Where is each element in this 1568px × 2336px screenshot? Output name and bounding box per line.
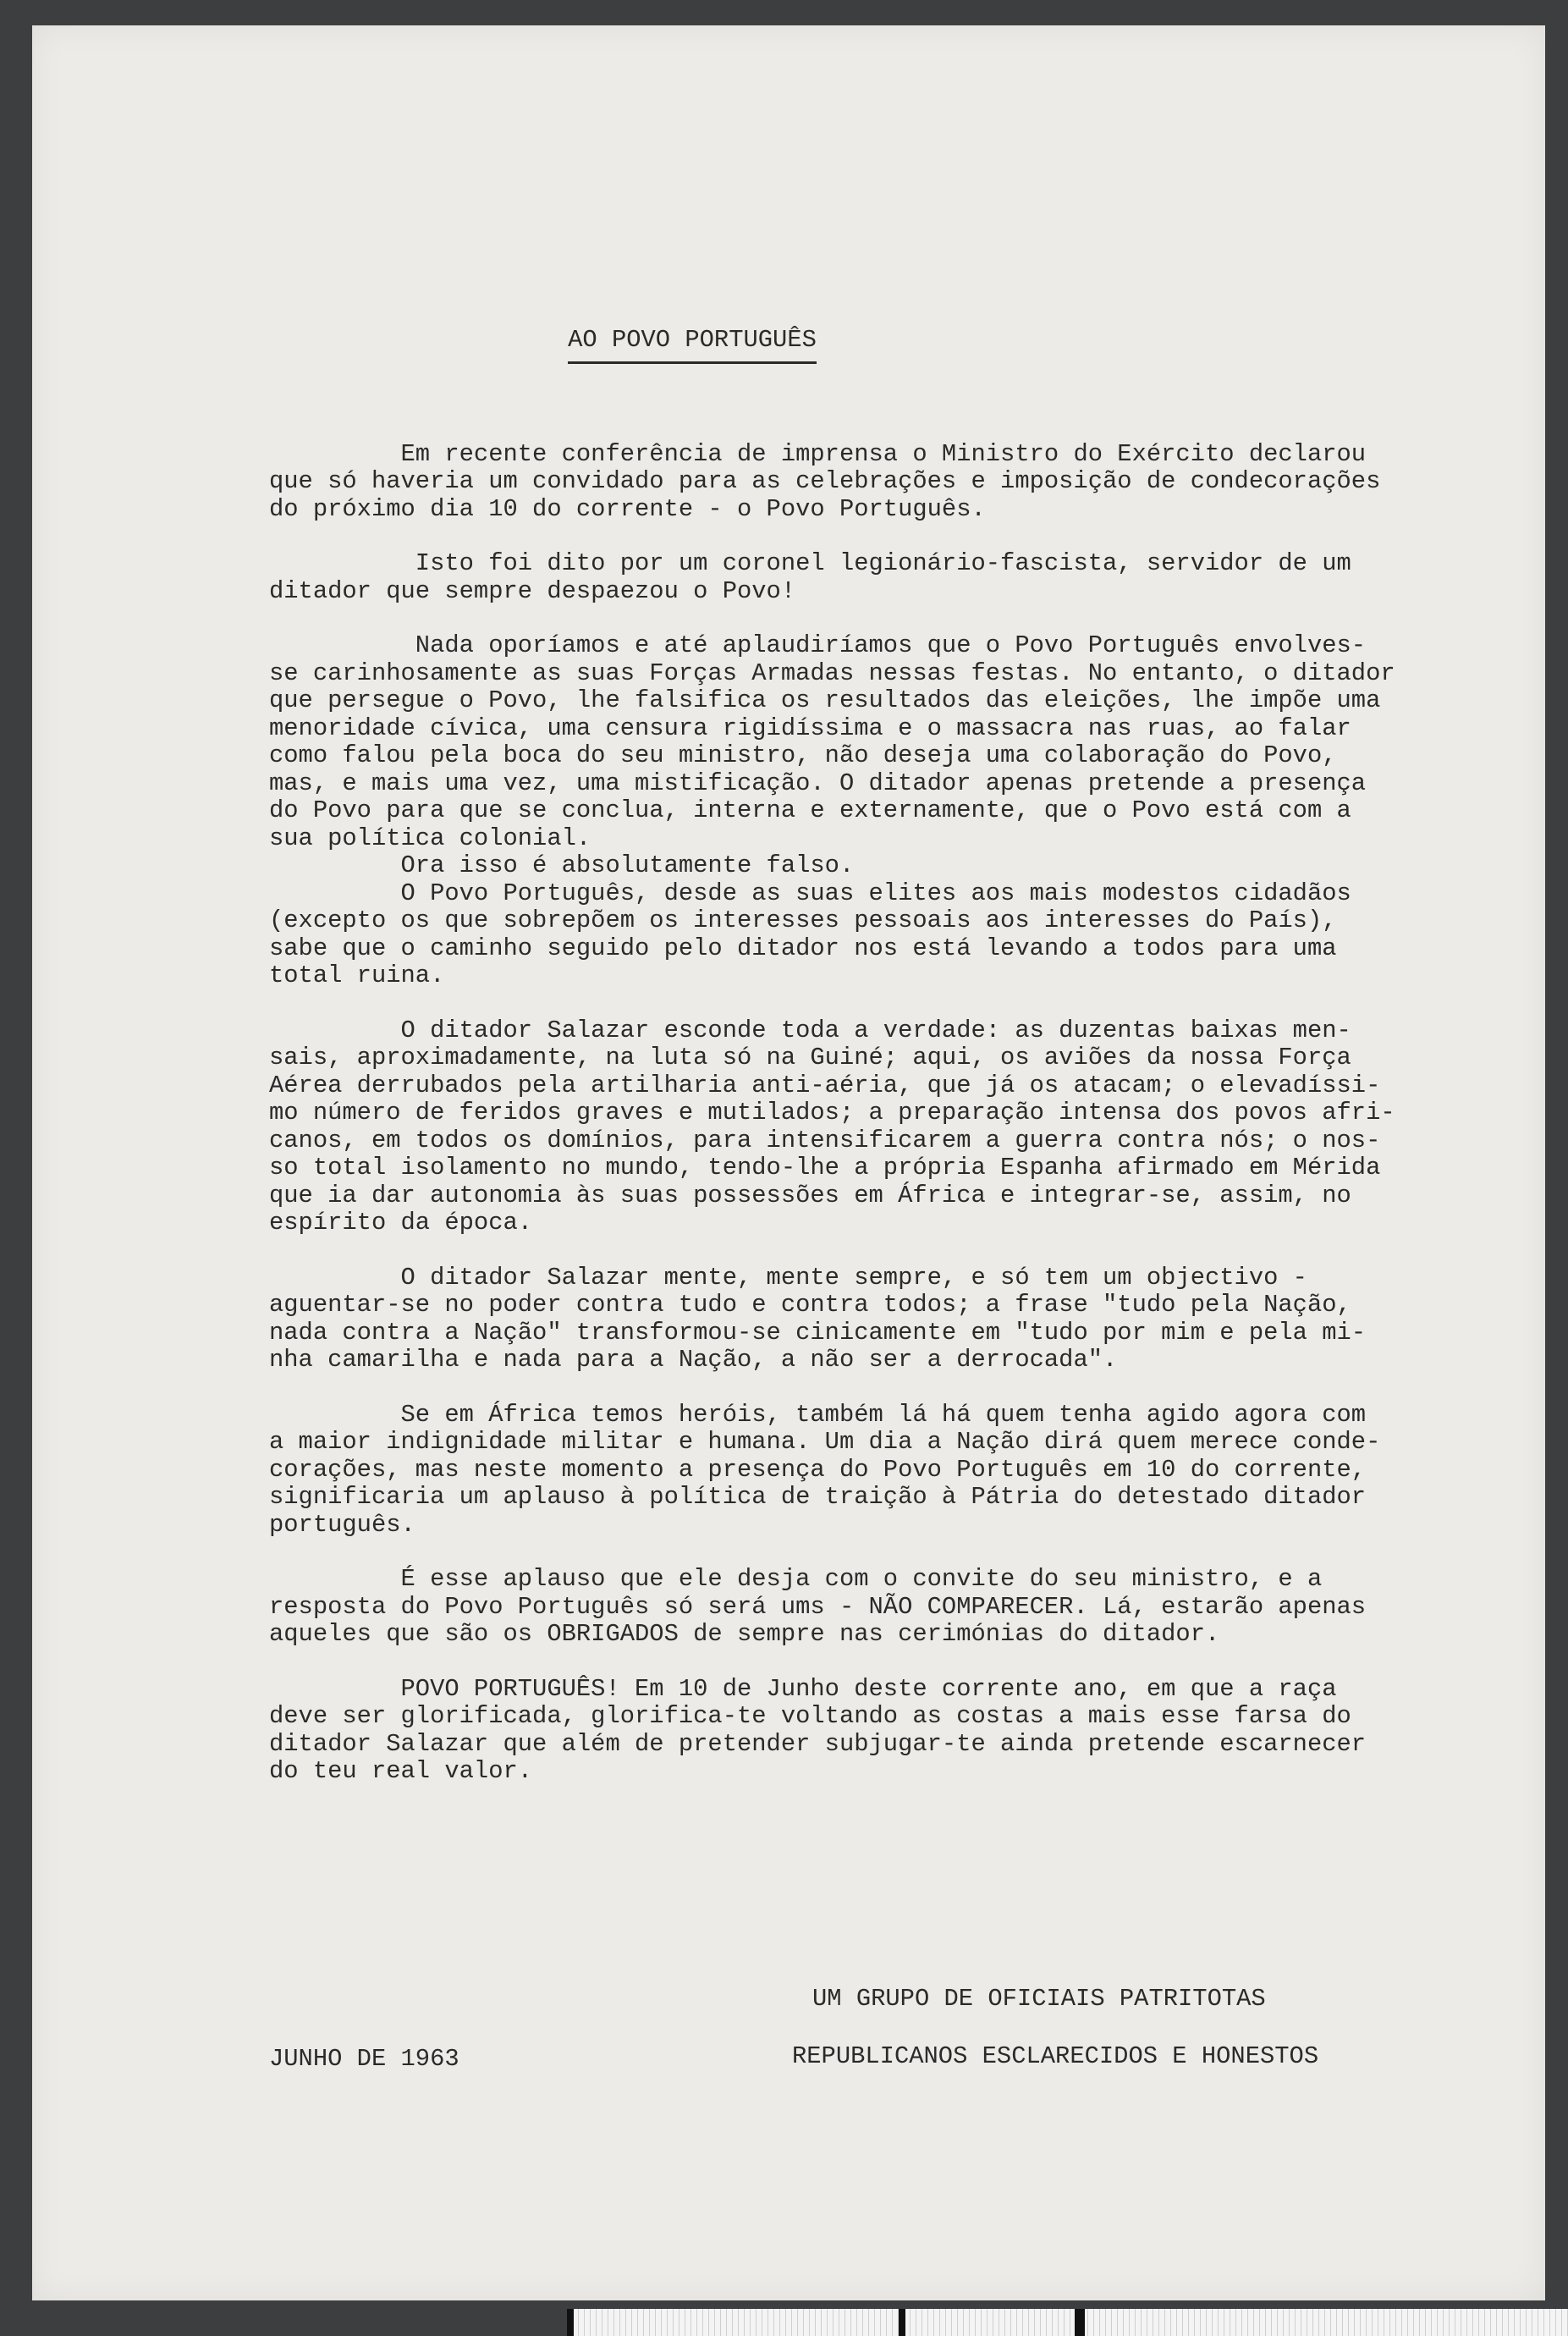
- text-line: ditador que sempre despaezou o Povo!: [269, 576, 796, 605]
- text-line: Em recente conferência de imprensa o Ministro do Exército declarou: [269, 439, 1367, 468]
- text-line: do teu real valor.: [269, 1757, 533, 1785]
- text-line: que persegue o Povo, lhe falsifica os resultados das eleições, lhe impõe uma: [269, 686, 1381, 714]
- title-text: AO POVO PORTUGUÊS: [568, 326, 817, 364]
- paragraph: [269, 550, 1437, 605]
- text-line: aguentar-se no poder contra tudo e contra todos; a frase "tudo pela Nação,: [269, 1291, 1351, 1319]
- ruler-mark: [899, 2309, 905, 2336]
- text-line: se carinhosamente as suas Forças Armadas nessas festas. No entanto, o ditador: [269, 658, 1395, 687]
- text-line: total ruina.: [269, 961, 445, 989]
- text-line: como falou pela boca do seu ministro, não deseja uma colaboração do Povo,: [269, 741, 1337, 769]
- text-line: português.: [269, 1510, 415, 1539]
- text-line: Isto foi dito por um coronel legionário-fascista, servidor de um: [269, 549, 1351, 577]
- signature-line-1: UM GRUPO DE OFICIAIS PATRITOTAS: [812, 1985, 1266, 2013]
- paragraph: [269, 1402, 1437, 1540]
- paragraph: [269, 880, 1437, 990]
- paragraph: [269, 1017, 1437, 1237]
- text-line: espírito da época.: [269, 1209, 533, 1237]
- paragraph: [269, 441, 1437, 524]
- text-line: corações, mas neste momento a presença do Povo Português em 10 do corrente,: [269, 1455, 1367, 1484]
- paragraph: [269, 632, 1437, 852]
- text-line: sais, aproximadamente, na luta só na Guiné; aqui, os aviões da nossa Força: [269, 1044, 1351, 1072]
- text-line: nha camarilha e nada para a Nação, a não ser a derrocada".: [269, 1346, 1118, 1374]
- text-line: so total isolamento no mundo, tendo-lhe a própria Espanha afirmado em Mérida: [269, 1154, 1381, 1182]
- text-line: do próximo dia 10 do corrente - o Povo Português.: [269, 494, 986, 523]
- text-line: O ditador Salazar mente, mente sempre, e só tem um objectivo -: [269, 1263, 1307, 1292]
- text-line: deve ser glorificada, glorifica-te voltando as costas a mais esse farsa do: [269, 1702, 1351, 1730]
- paragraph: [269, 1264, 1437, 1375]
- ruler-mark: [567, 2309, 574, 2336]
- ruler-mark: [1075, 2309, 1085, 2336]
- text-line: nada contra a Nação" transformou-se cinicamente em "tudo por mim e pela mi-: [269, 1318, 1367, 1347]
- text-line: que só haveria um convidado para as celebrações e imposição de condecorações: [269, 467, 1381, 495]
- text-line: canos, em todos os domínios, para intensificarem a guerra contra nós; o nos-: [269, 1126, 1381, 1154]
- paragraph: [269, 1676, 1437, 1786]
- text-line: Se em África temos heróis, também lá há quem tenha agido agora com: [269, 1400, 1367, 1429]
- text-line: O Povo Português, desde as suas elites aos mais modestos cidadãos: [269, 879, 1351, 907]
- text-line: resposta do Povo Português só será ums - NÃO COMPARECER. Lá, estarão apenas: [269, 1592, 1367, 1621]
- scale-ruler: [567, 2309, 1568, 2336]
- text-line: significaria um aplauso à política de traição à Pátria do detestado ditador: [269, 1483, 1367, 1511]
- text-line: aqueles que são os OBRIGADOS de sempre nas cerimónias do ditador.: [269, 1620, 1220, 1648]
- text-line: do Povo para que se conclua, interna e externamente, que o Povo está com a: [269, 796, 1351, 824]
- text-line: Aérea derrubados pela artilharia anti-aéria, que já os atacam; o elevadíssi-: [269, 1071, 1381, 1099]
- signature-line-2: REPUBLICANOS ESCLARECIDOS E HONESTOS: [792, 2042, 1319, 2070]
- text-line: mas, e mais uma vez, uma mistificação. O ditador apenas pretende a presença: [269, 769, 1367, 797]
- paragraph: [269, 1566, 1437, 1649]
- paragraph-container: [269, 441, 1437, 1786]
- text-line: (excepto os que sobrepõem os interesses pessoais aos interesses do País),: [269, 906, 1337, 934]
- text-line: menoridade cívica, uma censura rigidíssima e o massacra nas ruas, ao falar: [269, 713, 1351, 742]
- text-line: Ora isso é absolutamente falso.: [269, 851, 855, 879]
- text-line: É esse aplauso que ele desja com o convite do seu ministro, e a: [269, 1565, 1323, 1593]
- document-body: [269, 327, 1437, 1813]
- text-line: a maior indignidade militar e humana. Um dia a Nação dirá quem merece conde-: [269, 1428, 1381, 1456]
- document-title: [269, 327, 1115, 355]
- text-line: POVO PORTUGUÊS! Em 10 de Junho deste corrente ano, em que a raça: [269, 1674, 1337, 1703]
- text-line: que ia dar autonomia às suas possessões em África e integrar-se, assim, no: [269, 1181, 1351, 1209]
- text-line: Nada oporíamos e até aplaudiríamos que o Povo Português envolves-: [269, 631, 1367, 659]
- text-line: mo número de feridos graves e mutilados; a preparação intensa dos povos afri-: [269, 1099, 1395, 1127]
- text-line: O ditador Salazar esconde toda a verdade: as duzentas baixas men-: [269, 1016, 1351, 1044]
- document-date: JUNHO DE 1963: [269, 2045, 459, 2073]
- text-line: ditador Salazar que além de pretender subjugar-te ainda pretende escarnecer: [269, 1729, 1367, 1758]
- text-line: sua política colonial.: [269, 824, 591, 852]
- text-line: sabe que o caminho seguido pelo ditador nos está levando a todos para uma: [269, 934, 1337, 962]
- paragraph: [269, 852, 1437, 880]
